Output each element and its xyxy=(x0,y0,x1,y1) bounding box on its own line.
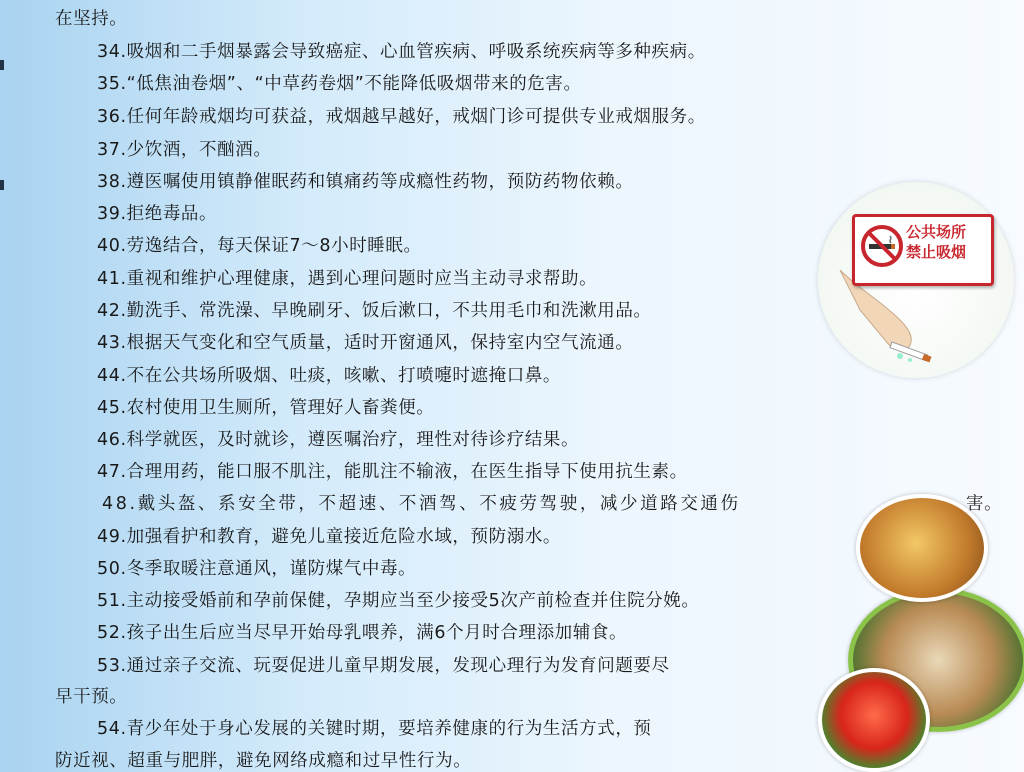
text-line: 38.遵医嘱使用镇静催眠药和镇痛药等成瘾性药物，预防药物依赖。 xyxy=(97,172,634,192)
text-line: 47.合理用药，能口服不肌注，能肌注不输液，在医生指导下使用抗生素。 xyxy=(97,462,688,482)
food-breads-image xyxy=(856,494,988,602)
text-line: 39.拒绝毒品。 xyxy=(97,204,218,224)
no-smoking-sign-text xyxy=(906,222,986,262)
text-line: 53.通过亲子交流、玩耍促进儿童早期发展，发现心理行为发育问题要尽 xyxy=(97,656,670,676)
text-line: 42.勤洗手、常洗澡、早晚刷牙、饭后漱口，不共用毛巾和洗漱用品。 xyxy=(97,301,652,321)
text-line: 35.“低焦油卷烟”、“中草药卷烟”不能降低吸烟带来的危害。 xyxy=(97,74,582,94)
sign-line-1: 公共场所 xyxy=(906,223,967,241)
text-line: 早干预。 xyxy=(55,687,128,707)
text-line: 51.主动接受婚前和孕前保健，孕期应当至少接受5次产前检查并住院分娩。 xyxy=(97,591,700,611)
food-vegetables-image xyxy=(818,668,930,772)
text-line: 34.吸烟和二手烟暴露会导致癌症、心血管疾病、呼吸系统疾病等多种疾病。 xyxy=(97,42,706,62)
text-line: 49.加强看护和教育，避免儿童接近危险水域，预防溺水。 xyxy=(97,527,562,547)
text-line: 45.农村使用卫生厕所，管理好人畜粪便。 xyxy=(97,398,435,418)
sign-line-2: 禁止吸烟 xyxy=(906,243,967,261)
text-line: 46.科学就医，及时就诊，遵医嘱治疗，理性对待诊疗结果。 xyxy=(97,430,580,450)
text-line: 害。 xyxy=(966,494,1003,514)
no-smoking-icon xyxy=(860,224,904,268)
text-line: 41.重视和维护心理健康，遇到心理问题时应当主动寻求帮助。 xyxy=(97,269,598,289)
text-line: 44.不在公共场所吸烟、吐痰，咳嗽、打喷嚏时遮掩口鼻。 xyxy=(97,366,562,386)
text-line: 48.戴头盔、系安全带，不超速、不酒驾、不疲劳驾驶，减少道路交通伤 xyxy=(102,494,741,514)
text-line: 50.冬季取暖注意通风，谨防煤气中毒。 xyxy=(97,559,417,579)
text-line: 37.少饮酒，不酗酒。 xyxy=(97,140,272,160)
text-line: 54.青少年处于身心发展的关键时期，要培养健康的行为生活方式，预 xyxy=(97,719,652,739)
text-line: 52.孩子出生后应当尽早开始母乳喂养，满6个月时合理添加辅食。 xyxy=(97,623,628,643)
text-line: 防近视、超重与肥胖，避免网络成瘾和过早性行为。 xyxy=(55,751,472,771)
text-line: 36.任何年龄戒烟均可获益，戒烟越早越好，戒烟门诊可提供专业戒烟服务。 xyxy=(97,107,706,127)
text-line: 在坚持。 xyxy=(55,9,128,29)
text-line: 40.劳逸结合，每天保证7～8小时睡眠。 xyxy=(97,236,422,256)
text-line: 43.根据天气变化和空气质量，适时开窗通风，保持室内空气流通。 xyxy=(97,333,634,353)
